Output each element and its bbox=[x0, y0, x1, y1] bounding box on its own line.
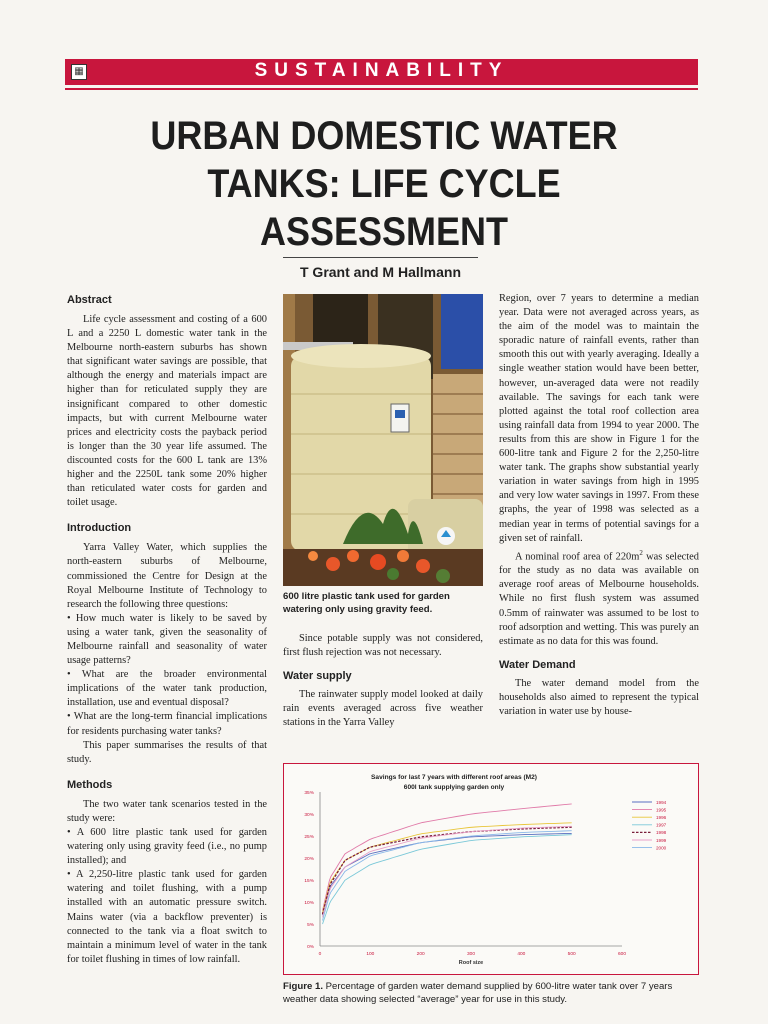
chart-legend-label: 2000 bbox=[656, 845, 667, 851]
chart-subtitle: 600l tank supplying garden only bbox=[403, 784, 505, 791]
water-tank-illustration bbox=[283, 294, 483, 586]
article-title: URBAN DOMESTIC WATER TANKS: LIFE CYCLE ASSESSMENT bbox=[150, 114, 618, 254]
banner-rule bbox=[65, 88, 698, 90]
chart-y-tick-label: 20% bbox=[304, 857, 314, 862]
introduction-heading: Introduction bbox=[67, 522, 132, 535]
roof-area-paragraph bbox=[499, 546, 699, 649]
water-demand-paragraph: The water demand model from the households also aimed to represent the typical variation in water use by house- bbox=[499, 677, 699, 717]
chart-x-tick-label: 400 bbox=[517, 952, 526, 957]
chart-legend-label: 1998 bbox=[656, 830, 667, 836]
water-supply-heading: Water supply bbox=[283, 670, 352, 683]
column-right bbox=[499, 292, 699, 719]
methods-bullet-2: • A 2,250-litre plastic tank used for garden watering and toilet flushing, with a pump installed with an automatic pressure switch. Mains water (via a backflow preventer) is connected to the tank via a float switch to maintain a minimum level of water in the tank for toilet flushing in times of low rainfall. bbox=[67, 869, 267, 965]
figure-1-chart-frame bbox=[283, 763, 699, 975]
chart-y-tick-label: 15% bbox=[304, 879, 314, 884]
region-paragraph: Region, over 7 years to determine a median year. Data were not averaged across years, as the aim of the model was to maintain the sporadic nature of rainfall events, rather than smooth this out with yearly averaging. Ideally a single weather station would have been better, however, un-averaged data were not readily available. The savings for each tank were plotted against the total roof collection area using rainfall data from 1994 to year 2000. The results from this are show in Figure 1 for the 600-litre tank and Figure 2 for the 2,250-litre water tank. The graphs show substantial yearly variation in water savings from high in 1995 and very low water savings in 1997. From these graphs, the year of 1998 was selected as a median year in terms of potential savings for a given set of rainfall. bbox=[499, 293, 699, 544]
chart-y-tick-label: 5% bbox=[307, 923, 314, 928]
abstract-text: Life cycle assessment and costing of a 600 L and a 2250 L domestic water tank in the Melbourne north-eastern suburbs has shown that significant water savings are possible, that although the energy and materials impact are higher than for reticulated supply they are insignificant compared to other domestic impacts, but with current Melbourne water prices and electricity costs the payback period is longer than the 30 year life assumed. The discounted costs for the 600 L tank are 13% higher and the 2250L tank some 20% higher than reticulated water costs for garden and toilet usage. bbox=[67, 314, 267, 509]
section-banner bbox=[65, 59, 698, 85]
chart-y-tick-label: 25% bbox=[304, 835, 314, 840]
chart-legend-label: 1995 bbox=[656, 807, 667, 813]
intro-bullet-2: • What are the broader environmental implications of the water tank production, installation, use and eventual disposal? bbox=[67, 669, 267, 709]
chart-x-tick-label: 0 bbox=[318, 952, 322, 957]
figure-caption bbox=[283, 980, 699, 1006]
chart-legend-label: 1996 bbox=[656, 815, 667, 820]
chart-y-tick-label: 0% bbox=[307, 945, 314, 950]
article-authors: T Grant and M Hallmann bbox=[299, 264, 461, 280]
abstract-heading: Abstract bbox=[67, 294, 112, 306]
chart-series-line-1997 bbox=[323, 835, 572, 924]
chart-y-tick-label: 30% bbox=[304, 813, 314, 818]
roof-area-text-b: was selected for the study as no data was available on average roof areas of Melbourne households. While no first flush system was assumed 0.5mm of rainwater was assumed to be lost to roof adsorption and wetting. This was purely an estimate as no data for this was found. bbox=[499, 551, 699, 647]
water-demand-heading: Water Demand bbox=[499, 658, 576, 671]
roof-area-text-a: A nominal roof area of 220m bbox=[515, 551, 640, 563]
chart-y-tick-label: 10% bbox=[304, 901, 314, 906]
methods-heading: Methods bbox=[67, 778, 113, 791]
chart-legend-label: 1999 bbox=[656, 837, 667, 843]
figure-1-chart bbox=[284, 764, 698, 974]
photo-caption: 600 litre plastic tank used for garden watering only using gravity feed. bbox=[283, 591, 450, 615]
chart-x-tick-label: 200 bbox=[416, 952, 425, 957]
methods-paragraph: The two water tank scenarios tested in the study were: bbox=[67, 798, 267, 824]
water-supply-paragraph: The rainwater supply model looked at daily rain events averaged across five weather stations in the Yarra Valley bbox=[283, 689, 483, 729]
methods-bullet-1: • A 600 litre plastic tank used for garden watering only using gravity feed (i.e., no pump installed); and bbox=[67, 827, 267, 867]
chart-title: Savings for last 7 years with different roof areas (M2) bbox=[371, 774, 537, 781]
roof-area-superscript: 2 bbox=[639, 548, 643, 557]
chart-series-line-1994 bbox=[323, 833, 572, 915]
potable-paragraph: Since potable supply was not considered, first flush rejection was not necessary. bbox=[283, 633, 483, 659]
column-left bbox=[67, 293, 267, 967]
water-tank-photo bbox=[283, 294, 483, 586]
chart-x-tick-label: 100 bbox=[366, 952, 375, 957]
intro-bullet-3: • What are the long-term financial implications for residents purchasing water tanks? bbox=[67, 711, 267, 737]
column-middle bbox=[283, 632, 483, 730]
chart-legend-label: 1997 bbox=[656, 822, 667, 828]
title-rule bbox=[283, 257, 478, 258]
figure-caption-label: Figure 1. bbox=[283, 981, 323, 992]
chart-x-tick-label: 300 bbox=[466, 952, 476, 957]
journal-logo-icon: ▦ bbox=[71, 64, 87, 80]
intro-summary: This paper summarises the results of that study. bbox=[67, 739, 267, 765]
chart-legend-label: 1994 bbox=[656, 799, 667, 805]
intro-bullet-1: • How much water is likely to be saved by using a water tank, given the seasonality of Melbourne rainfall and seasonality of water usage patterns? bbox=[67, 612, 267, 667]
chart-y-tick-label: 35% bbox=[304, 791, 314, 796]
intro-paragraph: Yarra Valley Water, which supplies the north-eastern suburbs of Melbourne, commissioned the Centre for Design at the Royal Melbourne Institute of Technology to research the following three questions: bbox=[67, 542, 267, 610]
section-banner-label: SUSTAINABILITY bbox=[254, 60, 509, 81]
chart-x-tick-label: 600 bbox=[617, 952, 627, 957]
chart-x-label: Roof size bbox=[458, 960, 484, 966]
chart-x-tick-label: 500 bbox=[567, 952, 576, 957]
figure-caption-text: Percentage of garden water demand supplied by 600-litre water tank over 7 years weather data showing selected “average” year for use in this study. bbox=[283, 981, 673, 1005]
